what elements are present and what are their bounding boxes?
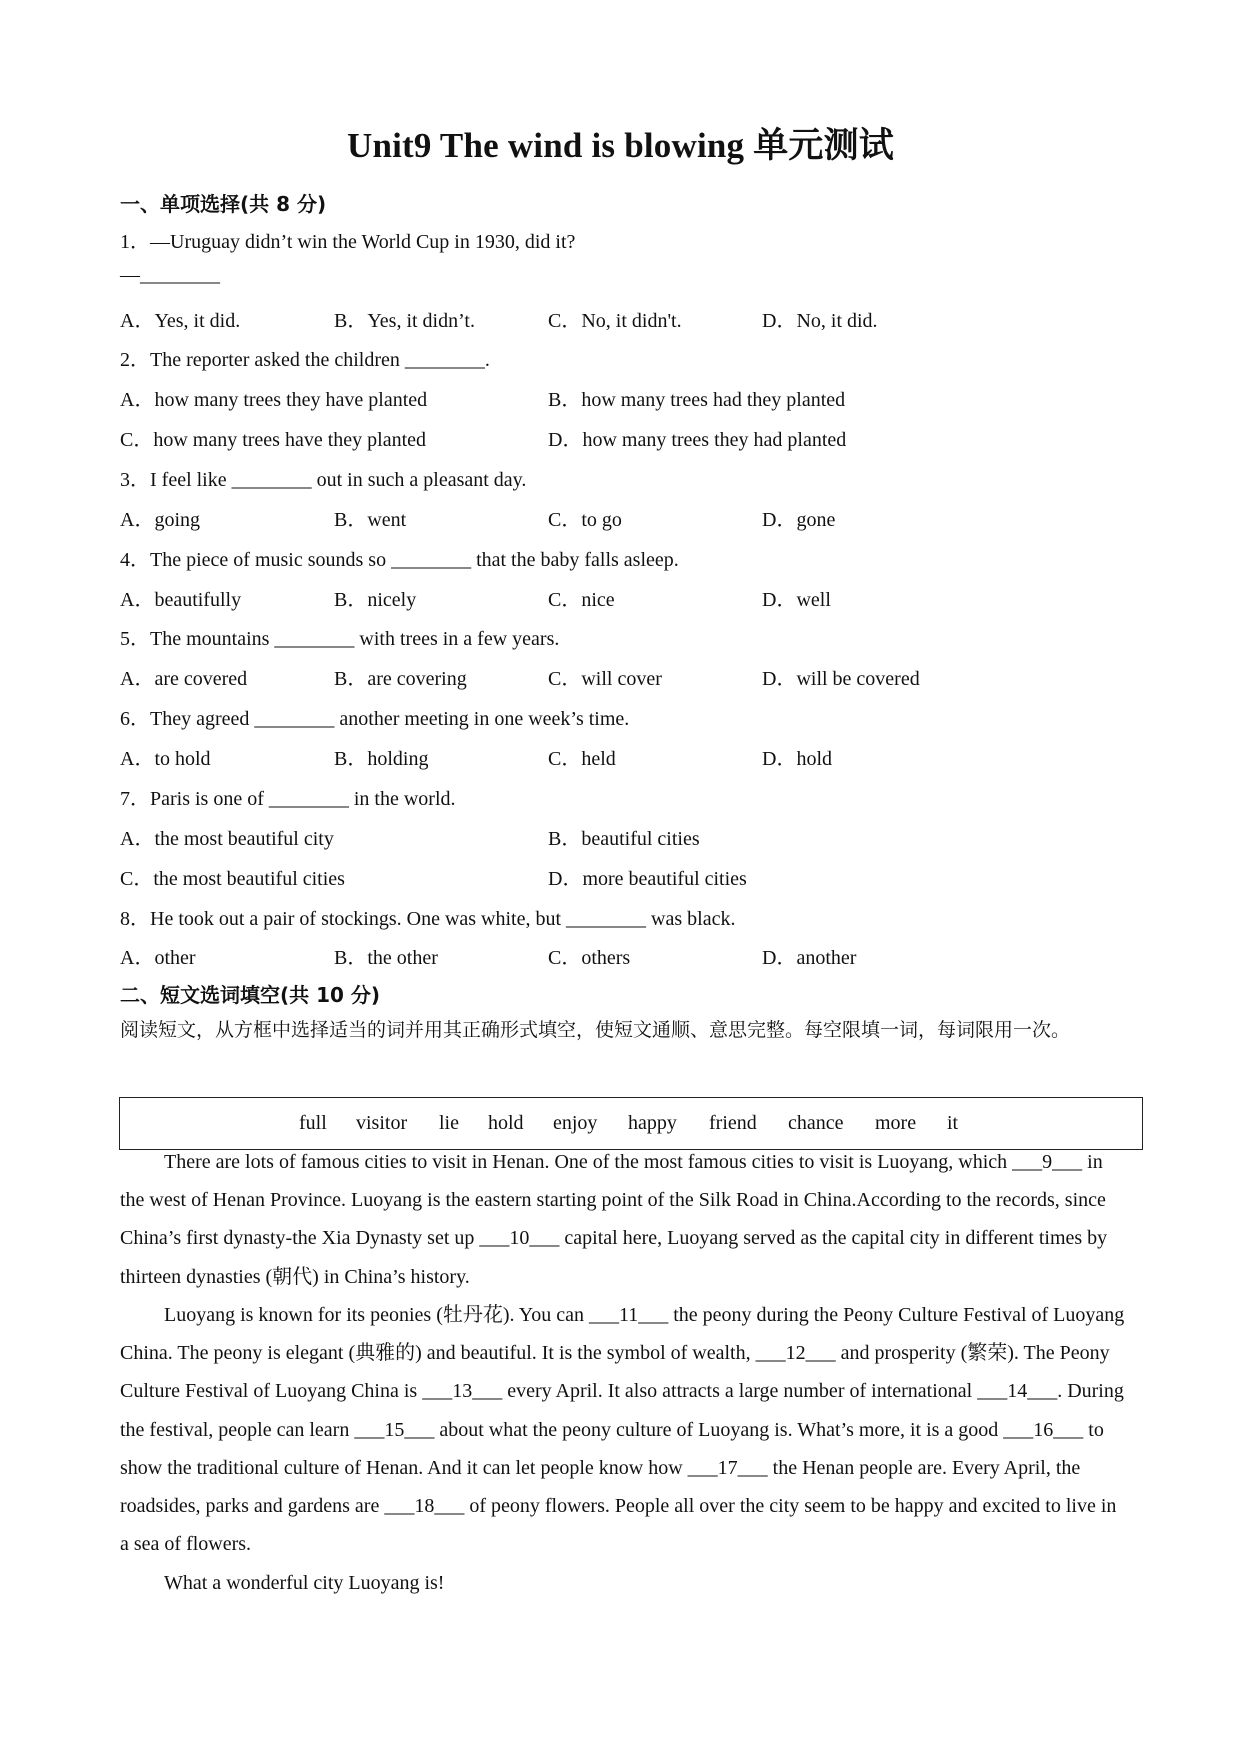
question-2-stem: 2．The reporter asked the children ________.: [120, 349, 490, 371]
q4-option-a[interactable]: A．beautifully: [120, 589, 242, 611]
question-8-stem: 8．He took out a pair of stockings. One was white, but ________ was black.: [120, 908, 736, 930]
q5-option-a[interactable]: A．are covered: [120, 668, 248, 690]
passage-paragraph-1: There are lots of famous cities to visit in Henan. One of the most famous cities to visit is Luoyang, which ___9___ in the west of Henan Province. Luoyang is the eastern starting point of the Silk Road in China.According to the records, since China’s first dynasty-the Xia Dynasty set up ___10___ capital here, Luoyang served as the capital city in different times by thirteen dynasties (朝代) in China’s history.: [120, 1151, 1108, 1288]
question-1-reply: —________: [120, 264, 220, 286]
q4-option-b[interactable]: B．nicely: [334, 589, 417, 611]
section2-heading: 二、短文选词填空(共 10 分): [120, 983, 381, 1007]
question-3-stem: 3．I feel like ________ out in such a pleasant day.: [120, 469, 527, 491]
q2-option-b[interactable]: B．how many trees had they planted: [548, 389, 846, 411]
q8-option-a[interactable]: A．other: [120, 947, 196, 969]
q1-option-b[interactable]: B．Yes, it didn’t.: [334, 310, 475, 332]
q2-option-c[interactable]: C．how many trees have they planted: [120, 429, 427, 451]
q3-option-a[interactable]: A．going: [120, 509, 200, 531]
word-bank-item: more: [875, 1112, 917, 1134]
question-6-stem: 6．They agreed ________ another meeting in one week’s time.: [120, 708, 630, 730]
q2-option-d[interactable]: D．how many trees they had planted: [548, 429, 847, 451]
q6-option-d[interactable]: D．hold: [762, 748, 832, 770]
q4-option-d[interactable]: D．well: [762, 589, 831, 611]
word-bank-item: hold: [488, 1112, 524, 1134]
q7-option-a[interactable]: A．the most beautiful city: [120, 828, 334, 850]
word-bank-item: visitor: [356, 1112, 408, 1134]
q8-option-c[interactable]: C．others: [548, 947, 631, 969]
q1-option-d[interactable]: D．No, it did.: [762, 310, 878, 332]
question-7-stem: 7．Paris is one of ________ in the world.: [120, 788, 456, 810]
word-bank-item: friend: [709, 1112, 757, 1134]
q6-option-b[interactable]: B．holding: [334, 748, 429, 770]
word-bank-item: enjoy: [553, 1112, 598, 1134]
q3-option-d[interactable]: D．gone: [762, 509, 836, 531]
word-bank-item: chance: [788, 1112, 844, 1134]
section1-heading: 一、单项选择(共 8 分): [120, 192, 327, 216]
q6-option-c[interactable]: C．held: [548, 748, 616, 770]
q5-option-c[interactable]: C．will cover: [548, 668, 662, 690]
q5-option-b[interactable]: B．are covering: [334, 668, 467, 690]
word-bank-item: full: [299, 1112, 327, 1134]
passage-paragraph-2: Luoyang is known for its peonies (牡丹花). You can ___11___ the peony during the Peony Culture Festival of Luoyang China. The peony is elegant (典雅的) and beautiful. It is the symbol of wealth, ___12___ and prosperity (繁荣). The Peony Culture Festival of Luoyang China is ___13___ every April. It also attracts a large number of international ___14___. During the festival, people can learn ___15___ about what the peony culture of Luoyang is. What’s more, it is a good ___16___ to show the traditional culture of Henan. And it can let people know how ___17___ the Henan people are. Every April, the roadsides, parks and gardens are ___18___ of peony flowers. People all over the city seem to be happy and excited to live in a sea of flowers.: [120, 1304, 1125, 1556]
q7-option-b[interactable]: B．beautiful cities: [548, 828, 700, 850]
word-bank-item: happy: [628, 1112, 677, 1134]
q7-option-c[interactable]: C．the most beautiful cities: [120, 868, 345, 890]
q6-option-a[interactable]: A．to hold: [120, 748, 211, 770]
word-bank-item: it: [947, 1112, 959, 1134]
q7-option-d[interactable]: D．more beautiful cities: [548, 868, 747, 890]
page-title: Unit9 The wind is blowing 单元测试: [346, 126, 894, 165]
question-5-stem: 5．The mountains ________ with trees in a few years.: [120, 628, 560, 650]
q3-option-c[interactable]: C．to go: [548, 509, 622, 531]
q4-option-c[interactable]: C．nice: [548, 589, 615, 611]
q8-option-b[interactable]: B．the other: [334, 947, 438, 969]
question-4-stem: 4．The piece of music sounds so ________ that the baby falls asleep.: [120, 549, 679, 571]
section2-instruction: 阅读短文，从方框中选择适当的词并用其正确形式填空，使短文通顺、意思完整。每空限填一词，每词限用一次。: [120, 1019, 1071, 1041]
passage-paragraph-3: What a wonderful city Luoyang is!: [164, 1572, 445, 1594]
q3-option-b[interactable]: B．went: [334, 509, 407, 531]
q5-option-d[interactable]: D．will be covered: [762, 668, 920, 690]
word-bank-item: lie: [439, 1112, 459, 1134]
question-1-stem: 1．—Uruguay didn’t win the World Cup in 1930, did it?: [120, 231, 576, 253]
q1-option-c[interactable]: C．No, it didn't.: [548, 310, 682, 332]
q2-option-a[interactable]: A．how many trees they have planted: [120, 389, 428, 411]
q1-option-a[interactable]: A．Yes, it did.: [120, 310, 241, 332]
q8-option-d[interactable]: D．another: [762, 947, 857, 969]
